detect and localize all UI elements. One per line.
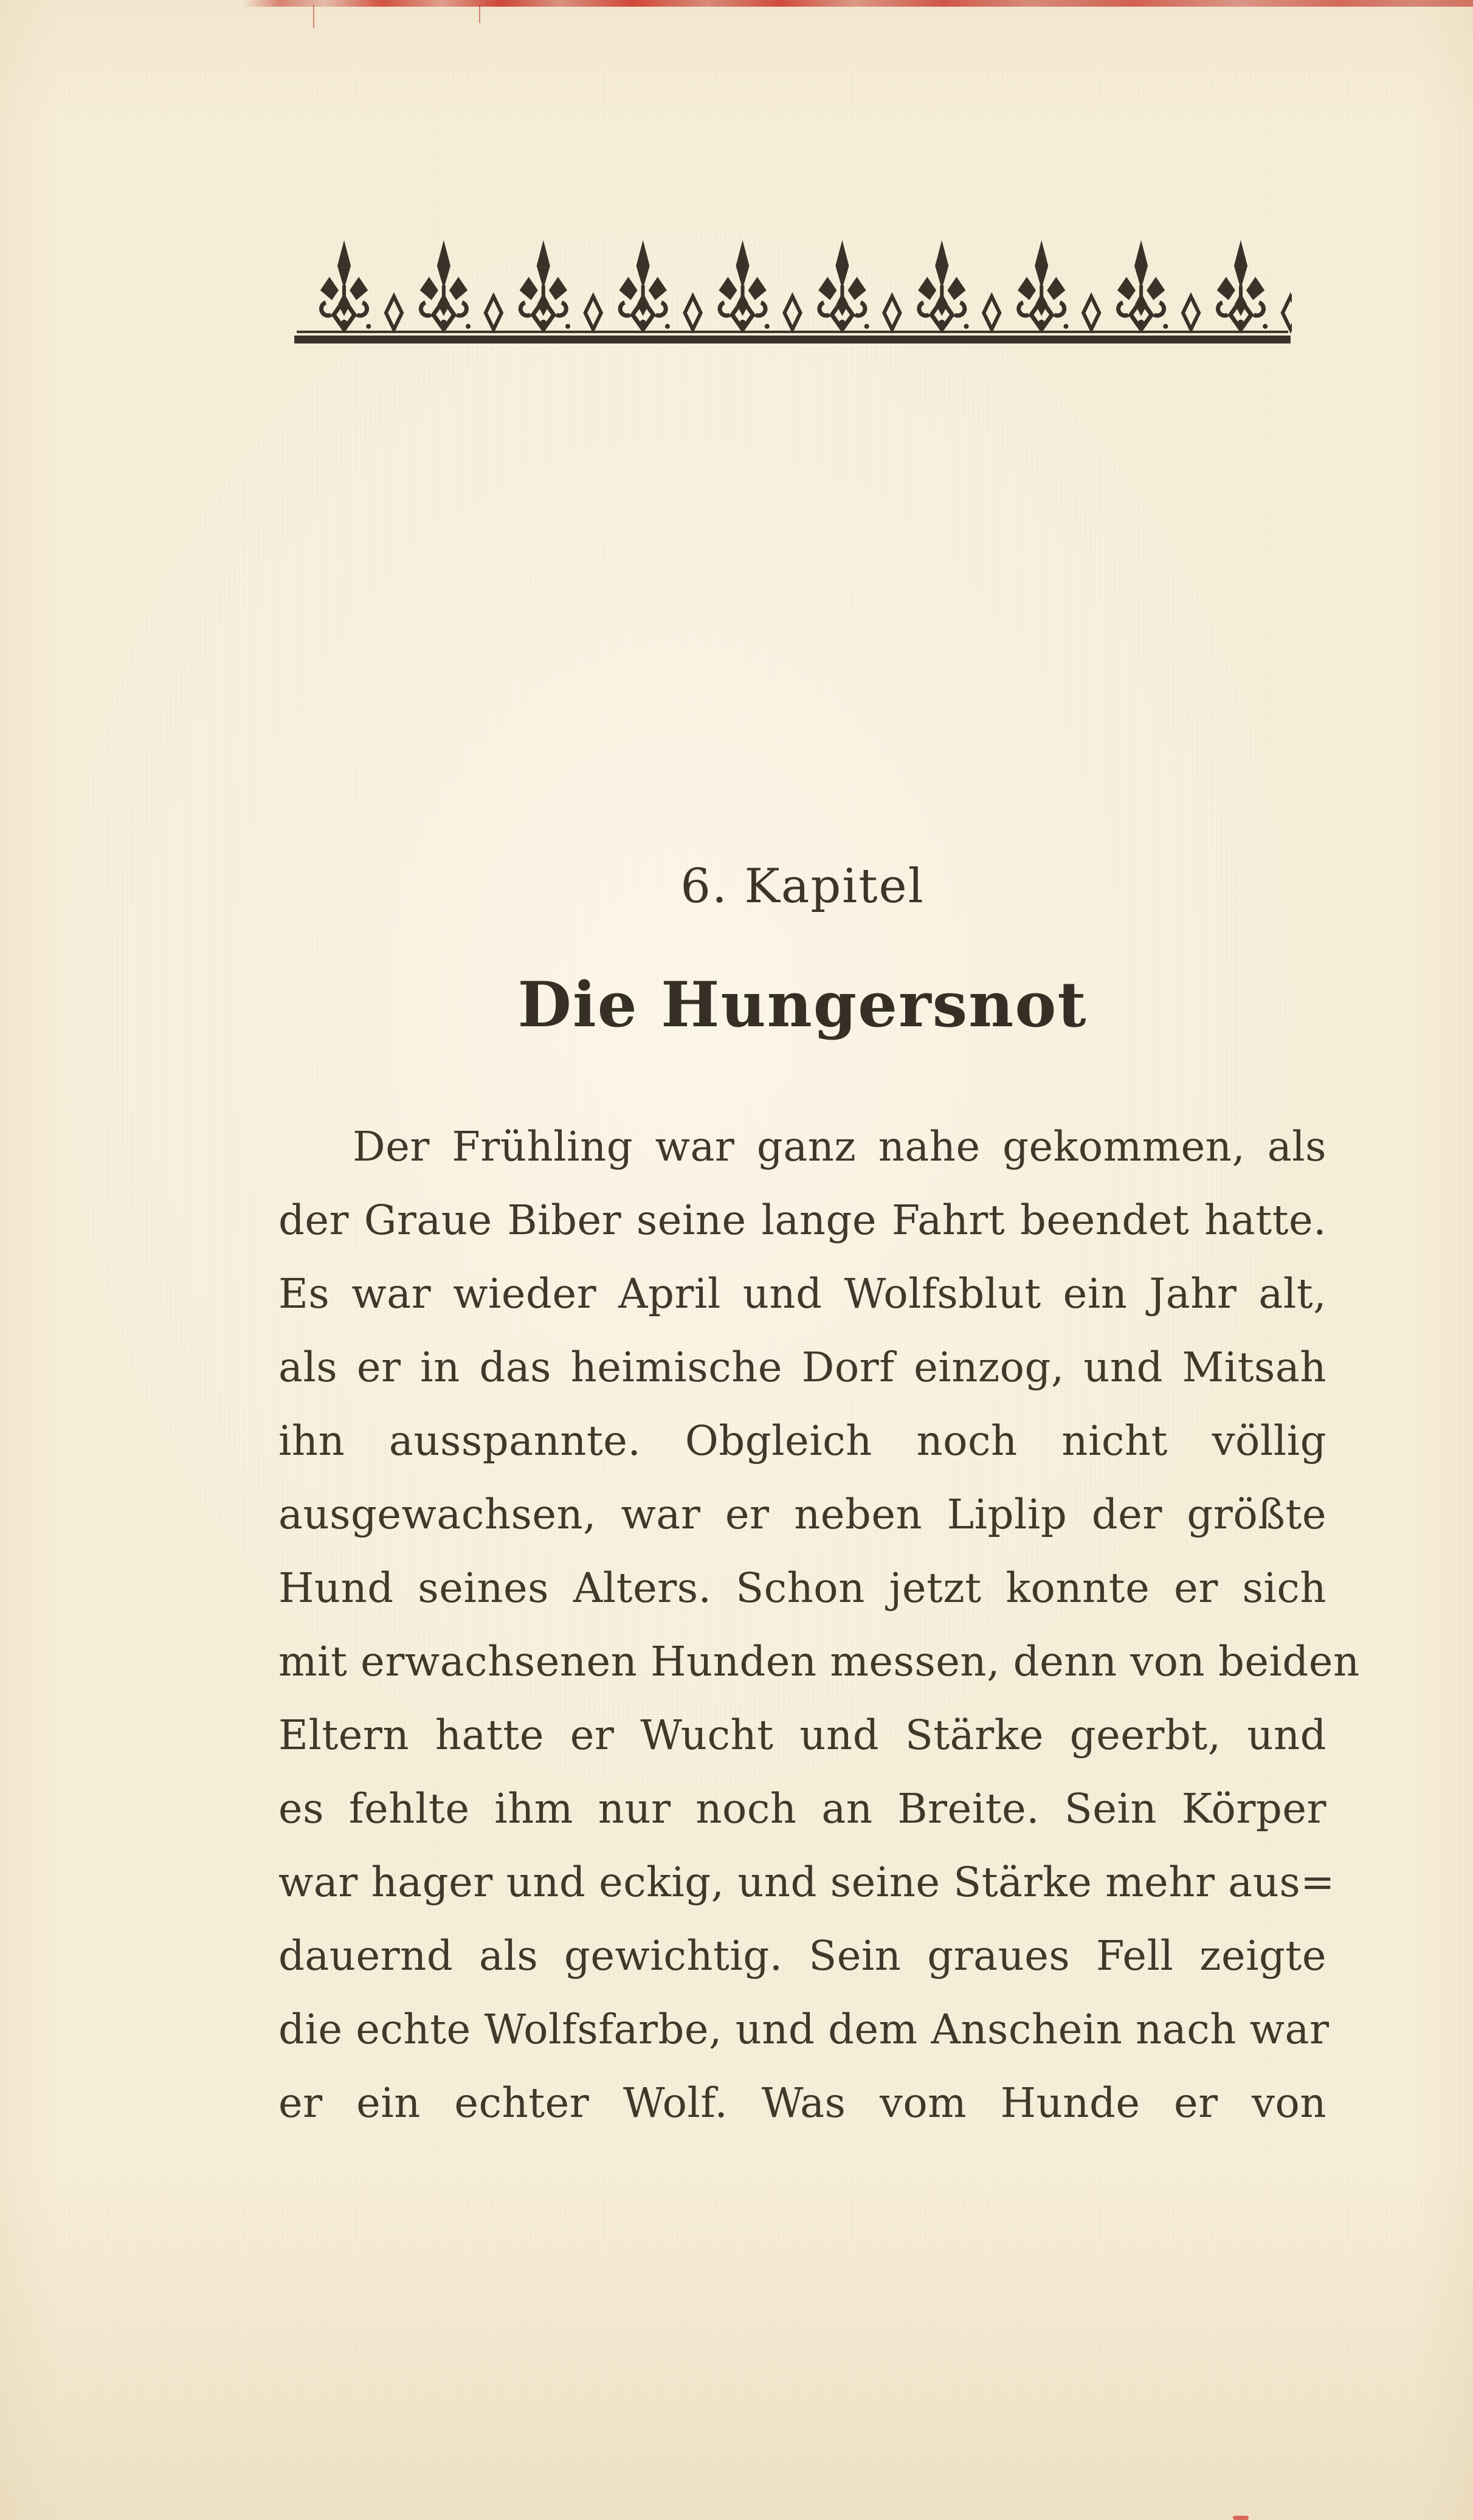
- text-line: ihn ausspannte. Obgleich noch nicht völlig: [278, 1417, 1326, 1465]
- text-line: Eltern hatte er Wucht und Stärke geerbt, und: [278, 1711, 1326, 1759]
- body-text: [278, 1110, 1360, 2140]
- text-line: er ein echter Wolf. Was vom Hunde er von: [278, 2079, 1326, 2127]
- chapter-title: Die Hungersnot: [517, 968, 1088, 1041]
- text-line: es fehlte ihm nur noch an Breite. Sein Körper: [278, 1785, 1326, 1832]
- text-line: der Graue Biber seine lange Fahrt beendet hatte.: [278, 1196, 1326, 1244]
- red-sprayed-page-edge: [0, 0, 1473, 7]
- text-line: Es war wieder April und Wolfsblut ein Jahr alt,: [278, 1270, 1326, 1317]
- text-line: als er in das heimische Dorf einzog, und Mitsah: [278, 1344, 1326, 1391]
- text-line: mit erwachsenen Hunden messen, denn von beiden: [278, 1638, 1360, 1685]
- text-line: Der Frühling war ganz nahe gekommen, als: [353, 1123, 1326, 1170]
- red-spray-drip: [479, 5, 480, 23]
- headpiece-ornament-icon: [293, 236, 1292, 349]
- chapter-number: 6. Kapitel: [680, 859, 925, 914]
- text-line: die echte Wolfsfarbe, und dem Anschein nach war: [278, 2006, 1330, 2053]
- text-line: war hager und eckig, und seine Stärke mehr aus=: [278, 1859, 1335, 1906]
- red-spray-drip: [313, 5, 314, 28]
- red-speck: [1233, 2516, 1249, 2520]
- text-line: dauernd als gewichtig. Sein graues Fell zeigte: [278, 1932, 1326, 1980]
- text-line: ausgewachsen, war er neben Liplip der größte: [278, 1491, 1326, 1538]
- text-line: Hund seines Alters. Schon jetzt konnte er sich: [278, 1564, 1326, 1612]
